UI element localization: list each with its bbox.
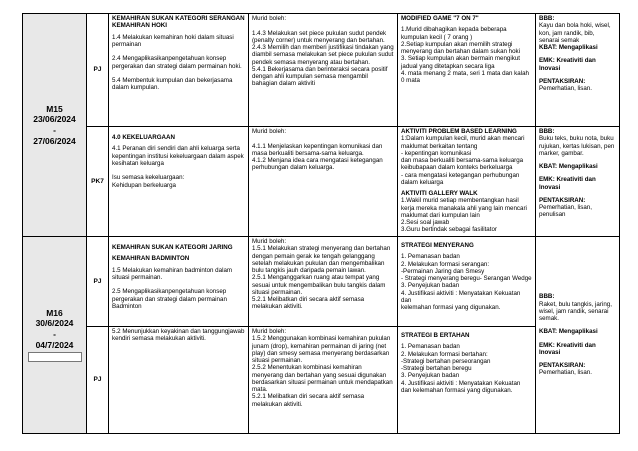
- activity-body: 1. Pemanasan badan 2. Melakukan formasi serangan: -Permainan Jaring dan Smesy - Strategi menyerang beregu- Serangan Wedge 3. Penyejukan badan 4. Justifikasi aktiviti : Menyatakan Kekuatan dan kelemahan formasi yang digunakan.: [401, 253, 532, 311]
- bbb-title: BBB:: [539, 15, 555, 22]
- emk-label: EMK: Kreativiti dan Inovasi: [539, 341, 596, 356]
- standard-cell: [109, 327, 249, 434]
- activity-body: 1:Dalam kumpulan kecil, murid akan mencari maklumat berkaitan tentang - kepentingan komunikasi dan masa berkualiti bersama-sama keluarga keibubapaan dalam konteks berkeluarga - cara mengatasi ketegangan perhubungan dalam keluarga: [401, 135, 525, 186]
- bbb-body: Buku teks, buku nota, buku rujukan, kertas lukisan, pen marker, gambar.: [539, 135, 615, 157]
- emk-label: EMK: Kreativiti dan Inovasi: [539, 57, 596, 72]
- blank-box: [28, 352, 82, 362]
- standard-cell: [109, 14, 249, 127]
- subject-code: PJ: [93, 66, 102, 74]
- assessment-body: Pemerhatian, lisan.: [539, 85, 592, 92]
- week-label: M16: [46, 307, 63, 318]
- table-row: [23, 327, 620, 434]
- activity-cell: [398, 127, 536, 237]
- activity-cell: [398, 14, 536, 127]
- objective-text: Murid boleh: 4.1.1 Menjelaskan kepentingan komunikasi dan masa berkualiti bersama-sama keluarga. 4.1.2 Menjana idea cara mengatasi ketegangan perhubungan dalam keluarga.: [252, 128, 383, 172]
- bbb-title: BBB:: [539, 293, 555, 301]
- week-date-separator: -: [53, 329, 56, 339]
- standard-title: KEMAHIRAN SUKAN KATEGORI SERANGAN: [112, 15, 245, 22]
- week-label: M15: [46, 103, 63, 114]
- resources-cell: [536, 127, 620, 237]
- standard-cell: [109, 237, 249, 327]
- standard-body: 1.4 Melakukan kemahiran hoki dalam situasi permainan 2.4 Mengaplikasikanpengetahuan konsep pergerakan dan strategi dalam permainan hoki. 5.4 Membentuk kumpulan dan bekerjasama dalam kumpulan.: [112, 33, 242, 92]
- week-date-start: 30/6/2024: [35, 318, 74, 329]
- activity-body: 1.Murid dibahagikan kepada beberapa kumpulan kecil ( 7 orang ) 2.Setiap kumpulan akan memilih strategi menyerang dan bertahan dalam sukan hoki 3. Setiap kumpulan akan bermain mengikut jadual yang ditetapkan secara liga 4. mata menang 2 mata, seri 1 mata dan kalah 0 mata: [401, 26, 529, 84]
- subject-cell: [87, 14, 109, 127]
- activity-title: MODIFIED GAME "7 ON 7": [401, 15, 479, 22]
- resources-cell: [536, 14, 620, 127]
- standard-cell: [109, 127, 249, 237]
- objective-cell: [249, 127, 398, 237]
- assessment-title: PENTAKSIRAN:: [539, 77, 586, 85]
- bbb-title: BBB:: [539, 128, 555, 135]
- subject-code: PK7: [91, 177, 104, 185]
- table-row: [23, 237, 620, 327]
- bbb-body: Raket, bulu tangkis, jaring, wisel, jam randik, senarai semak.: [539, 300, 612, 323]
- standard-subtitle: KEMAHIRAN BADMINTON: [112, 255, 190, 263]
- bbb-body: Kayu dan bola hoki, wisel, kon, jam randik, bib, senarai semak: [539, 22, 611, 44]
- activity-title: STRATEGI B ERTAHAN: [401, 332, 470, 339]
- objective-text: Murid boleh: 1.5.1 Melakukan strategi menyerang dan bertahan dengan pemain gerak ke tengah gelanggang setelah melakukan pukulan dan mengembalikan bulu tangkis jauh daripada pemain lawan. 2.5.1 Menganggarkan ruang atau tempat yang sesuai untuk mengembalikan bulu tangkis dalam situasi permainan. 5.2.1 Melibatkan diri secara aktif semasa melakukan aktiviti.: [252, 238, 391, 311]
- kbat-label: KBAT: Mengaplikasi: [539, 44, 598, 51]
- kbat-label: KBAT: Mengaplikasi: [539, 328, 598, 336]
- activity-title: AKTIVITI PROBLEM BASED LEARNING: [401, 128, 517, 135]
- standard-title: KEMAHIRAN SUKAN KATEGORI JARING: [112, 244, 233, 251]
- emk-label: EMK: Kreativiti dan Inovasi: [539, 176, 596, 191]
- objective-cell: [249, 327, 398, 434]
- resources-cell: [536, 237, 620, 434]
- week-date-separator: -: [53, 125, 56, 135]
- activity-body: 1. Pemanasan badan 2. Melakukan formasi bertahan: -Strategi bertahan perseorangan -Strategi bertahan beregu 3. Penyejukan badan 4. Justifikasi aktiviti : Menyatakan Kekuatan dan kelemahan formasi yang digunakan.: [401, 343, 521, 394]
- week-date-end: 27/06/2024: [33, 135, 76, 146]
- assessment-title: PENTAKSIRAN:: [539, 362, 586, 370]
- week-cell-m15: [23, 14, 87, 237]
- week-date-start: 23/06/2024: [33, 114, 76, 125]
- standard-title: 4.0 KEKELUARGAAN: [112, 134, 175, 141]
- standard-body: 1.5 Melakukan kemahiran badminton dalam situasi permainan. 2.5 Mengaplikasikanpengetahuan konsep pergerakan dan strategi dalam permainan Badminton: [112, 266, 233, 310]
- objective-text: Murid boleh: 1.5.2 Menggunakan kombinasi kemahiran pukulan junam (drop), kemahiran permainan di jaring (net play) dan smesy semasa menyerang berdasarkan situasi permainan. 2.5.2 Menentukan kombinasi kemahiran menyerang dan bertahan yang sesuai digunakan berdasarkan situasi permainan untuk mendapatkan mata. 5.2.1 Melibatkan diri secara aktif semasa melakukan aktiviti.: [252, 328, 393, 408]
- assessment-title: PENTAKSIRAN:: [539, 196, 586, 204]
- activity-body-2: 1.Wakil murid setiap membentangkan hasil kerja mereka manakala ahli yang lain mencari maklumat dari kumpulan lain 2.Sesi soal jawab 3.Guru bertindak sebagai fasilitator: [401, 197, 527, 234]
- subject-code: PJ: [93, 376, 102, 384]
- subject-code: PJ: [93, 277, 102, 285]
- objective-cell: [249, 237, 398, 327]
- standard-body: 5.2 Menunjukkan keyakinan dan tanggungjawab kendiri semasa melakukan aktiviti.: [112, 328, 245, 343]
- activity-title: STRATEGI MENYERANG: [401, 242, 474, 249]
- week-cell-m16: [23, 237, 87, 434]
- kbat-label: KBAT: Mengaplikasi: [539, 163, 598, 170]
- activity-cell: [398, 237, 536, 327]
- standard-body: 4.1 Peranan diri sendiri dan ahli keluarga serta kepentingan institusi kekeluargaan dalam aspek kesihatan keluarga Isu semasa kekeluargaan: Kehidupan berkeluarga: [112, 145, 244, 189]
- objective-cell: [249, 14, 398, 127]
- objective-text: Murid boleh: 1.4.3 Melakukan set piece pukulan sudut pendek (penalty corner) untuk menyerang dan bertahan. 2.4.3 Memilih dan memberi justifikasi tindakan yang diambil semasa melakukan set piece pukulan sudut pendek semasa menyerang atau bertahan. 5.4.1 Bekerjasama dan berinteraksi secara positif dengan ahli kumpulan semasa mengambil bahagian dalam aktiviti: [252, 15, 394, 88]
- week-date-end: 04/7/2024: [35, 339, 74, 350]
- subject-cell: [87, 237, 109, 327]
- table-row: [23, 14, 620, 127]
- subject-cell: [87, 127, 109, 237]
- lesson-plan-table: [22, 13, 620, 434]
- assessment-body: Pemerhatian, lisan.: [539, 369, 592, 377]
- assessment-body: Pemerhatian, lisan, penulisan: [539, 204, 592, 219]
- activity-title-2: AKTIVITI GALLERY WALK: [401, 190, 478, 197]
- table-row: [23, 127, 620, 237]
- standard-subtitle: KEMAHIRAN HOKI: [112, 22, 167, 30]
- activity-cell: [398, 327, 536, 434]
- subject-cell: [87, 327, 109, 434]
